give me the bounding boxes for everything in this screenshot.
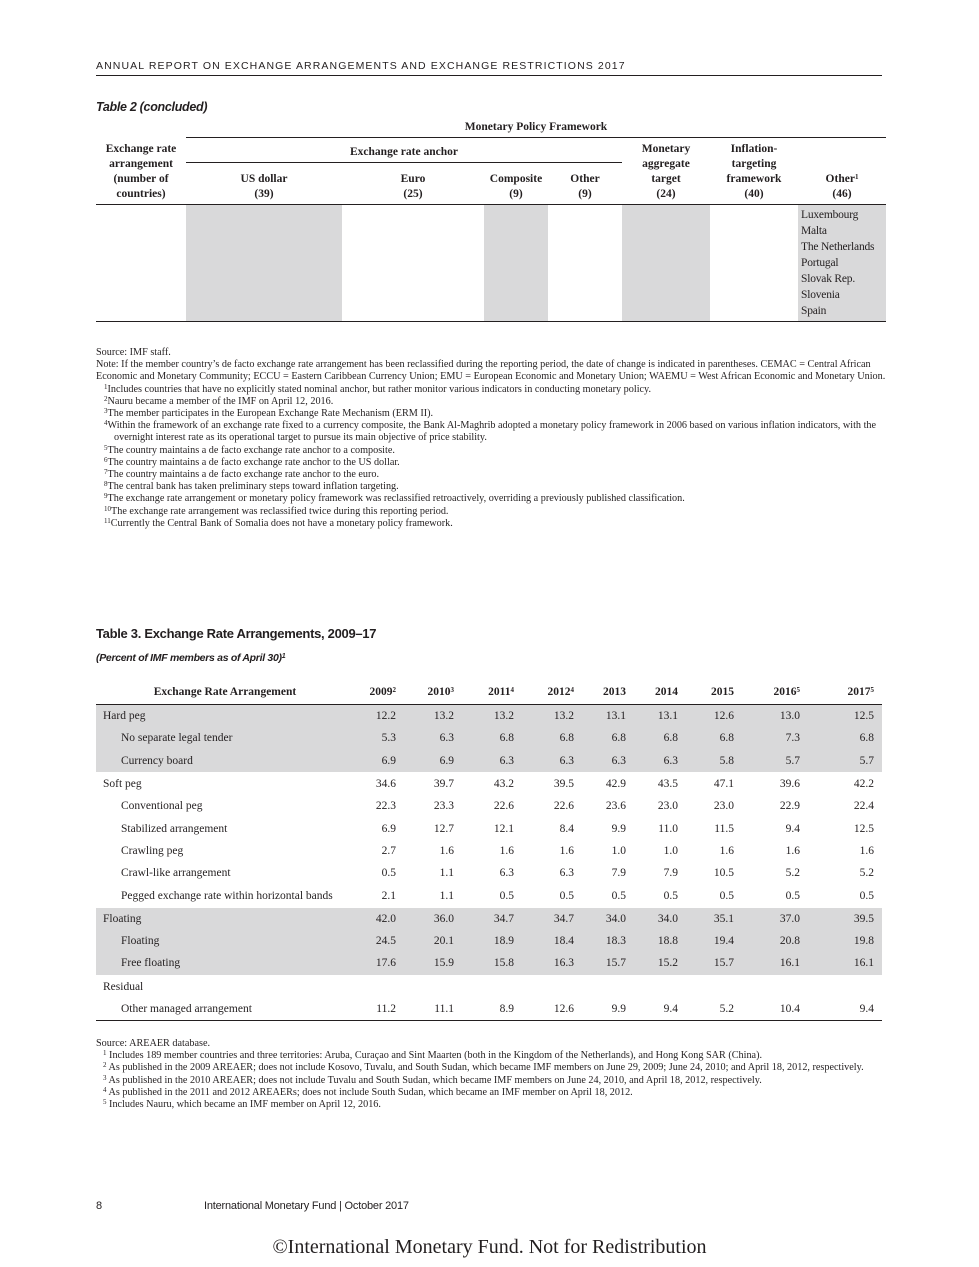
table3-notes (96, 1038, 886, 1111)
col-header-line: Monetary (641, 142, 691, 155)
value-cell: 5.3 (354, 727, 404, 749)
value-cell: 12.6 (522, 998, 582, 1021)
table-row (96, 795, 882, 817)
value-cell: 0.5 (499, 889, 514, 902)
col-header-year (522, 680, 582, 705)
value-cell: 6.3 (634, 750, 686, 773)
table2-cell-shaded (484, 204, 548, 321)
table-row (96, 727, 882, 749)
footnote (96, 384, 886, 396)
col-header-year (808, 680, 882, 705)
country-list (798, 205, 886, 319)
value-cell: 13.2 (404, 705, 462, 728)
table-row (96, 705, 882, 728)
value-cell: 37.0 (742, 907, 808, 930)
value-cell: 6.3 (462, 750, 522, 773)
value-cell: 0.5 (663, 889, 678, 902)
year-label: 2011 (488, 686, 511, 698)
value-cell: 1.0 (611, 844, 626, 857)
country-name: The Netherlands (801, 240, 875, 253)
value-cell (462, 975, 522, 998)
row-header-cell (96, 138, 186, 205)
value-cell: 8.9 (462, 998, 522, 1021)
value-cell: 6.9 (404, 750, 462, 773)
value-cell: 23.0 (713, 800, 734, 813)
value-cell: 12.6 (686, 705, 742, 728)
footnote (96, 457, 886, 469)
value-cell: 19.8 (808, 930, 882, 952)
table2-cell-shaded (622, 204, 710, 321)
value-cell (404, 975, 462, 998)
value-cell: 20.8 (742, 930, 808, 952)
footnote-text: Within the framework of an exchange rate fixed to a currency composite, the Bank Al-Maghrib adopted a monetary policy framework in 2006 based on various inflation indicators, with the overnight interest rate as its operational target to pursue its main objective of price stability. (107, 420, 877, 444)
col-header-name: Other (570, 172, 600, 185)
table3-subtitle (96, 652, 285, 664)
table3-footnotes (96, 1050, 886, 1111)
value-cell: 39.5 (808, 907, 882, 930)
value-cell: 24.5 (354, 930, 404, 952)
col-header-year (634, 680, 686, 705)
table2-notes (96, 347, 886, 530)
value-cell: 5.2 (785, 867, 800, 880)
footnote (96, 506, 886, 518)
value-cell: 1.0 (663, 844, 678, 857)
footnote-number: 2 (103, 1061, 107, 1070)
publication-footer: International Monetary Fund | October 2017 (204, 1200, 409, 1212)
value-cell: 2.7 (381, 844, 396, 857)
table-row (96, 975, 882, 998)
col-header-monetary-aggregate (622, 138, 710, 205)
footnote-number: 5 (104, 443, 108, 452)
value-cell: 1.6 (439, 844, 454, 857)
value-cell: 1.6 (719, 844, 734, 857)
value-cell: 15.2 (634, 952, 686, 975)
value-cell: 42.9 (582, 772, 634, 795)
value-cell: 36.0 (404, 907, 462, 930)
footnote (96, 518, 886, 530)
row-label: Currency board (96, 750, 354, 773)
value-cell: 39.7 (404, 772, 462, 795)
value-cell: 17.6 (354, 952, 404, 975)
value-cell: 35.1 (686, 907, 742, 930)
footnote-text: Includes Nauru, which became an IMF member on April 12, 2016. (106, 1099, 381, 1111)
value-cell: 43.2 (462, 772, 522, 795)
year-label: 2016 (773, 686, 797, 698)
value-cell: 43.5 (634, 772, 686, 795)
col-header-count: (25) (403, 187, 423, 200)
value-cell: 0.5 (785, 889, 800, 902)
col-header-count: (40) (744, 187, 764, 200)
col-header-composite (484, 163, 548, 205)
value-cell: 19.4 (686, 930, 742, 952)
table3-subtitle-text: (Percent of IMF members as of April 30) (96, 652, 282, 664)
footnote-marker: 1 (281, 653, 286, 660)
footnote (96, 408, 886, 420)
year-label: 2013 (603, 686, 626, 698)
col-header-name: US dollar (240, 172, 288, 185)
value-cell: 34.6 (354, 772, 404, 795)
value-cell: 7.9 (663, 867, 678, 880)
row-label: Pegged exchange rate within horizontal bands (121, 889, 333, 902)
value-cell: 15.9 (404, 952, 462, 975)
footnote (96, 1099, 886, 1111)
value-cell: 34.7 (522, 907, 582, 930)
row-label: Hard peg (96, 705, 354, 728)
value-cell: 0.5 (559, 889, 574, 902)
value-cell: 22.6 (553, 800, 574, 813)
col-header-line: target (651, 172, 681, 185)
table3-header-row (96, 680, 882, 705)
footnote-number: 4 (104, 419, 108, 428)
value-cell: 5.8 (686, 750, 742, 773)
footnote-number: 2 (104, 394, 108, 403)
footnote (96, 493, 886, 505)
table-row (96, 930, 882, 952)
value-cell: 5.7 (742, 750, 808, 773)
value-cell: 2.1 (381, 889, 396, 902)
table-row (96, 840, 882, 862)
col-header-line: Inflation- (730, 142, 778, 155)
col-header-other-framework (798, 138, 886, 205)
value-cell: 6.8 (634, 727, 686, 749)
footnote-number: 7 (104, 468, 108, 477)
value-cell: 1.1 (439, 889, 454, 902)
footnote (96, 420, 886, 444)
col-header-count: (46) (832, 187, 852, 200)
value-cell: 6.8 (522, 727, 582, 749)
value-cell: 6.8 (686, 727, 742, 749)
value-cell (354, 975, 404, 998)
table2-cell (710, 204, 798, 321)
value-cell (742, 975, 808, 998)
value-cell: 47.1 (686, 772, 742, 795)
value-cell: 9.4 (634, 998, 686, 1021)
value-cell: 11.0 (658, 822, 678, 835)
row-label: Other managed arrangement (96, 998, 354, 1021)
value-cell: 12.7 (433, 822, 454, 835)
year-label: 2009 (369, 686, 393, 698)
value-cell: 22.4 (853, 800, 874, 813)
value-cell (582, 975, 634, 998)
value-cell: 13.2 (462, 705, 522, 728)
value-cell: 22.6 (493, 800, 514, 813)
value-cell: 10.4 (742, 998, 808, 1021)
value-cell: 15.7 (686, 952, 742, 975)
footnote-text: The country maintains a de facto exchange rate anchor to the US dollar. (107, 456, 400, 468)
table2-cell (96, 204, 186, 321)
table-row (96, 817, 882, 839)
row-label: No separate legal tender (96, 727, 354, 749)
table2-footnotes (96, 384, 886, 530)
col-header-count: (39) (254, 187, 274, 200)
footnote-marker: 4 (510, 686, 514, 694)
value-cell: 6.3 (499, 867, 514, 880)
row-label: Crawling peg (121, 844, 184, 857)
value-cell: 5.2 (859, 867, 874, 880)
value-cell (522, 975, 582, 998)
table2-cell (548, 204, 622, 321)
row-label: Floating (96, 930, 354, 952)
footnote (96, 469, 886, 481)
footnote-number: 3 (104, 407, 108, 416)
col-header-us-dollar (186, 163, 342, 205)
table-row (96, 862, 882, 884)
value-cell: 18.4 (522, 930, 582, 952)
footnote (96, 1050, 886, 1062)
col-header-name: Euro (400, 172, 426, 185)
value-cell: 6.8 (808, 727, 882, 749)
footnote-text: As published in the 2010 AREAER; does not include Tuvalu and South Sudan, which became IMF members on June 24, 2010, and April 18, 2012, respectively. (106, 1074, 762, 1086)
country-name: Luxembourg (801, 208, 859, 221)
value-cell: 6.3 (404, 727, 462, 749)
footnote (96, 481, 886, 493)
footnote (96, 1087, 886, 1099)
footnote (96, 396, 886, 408)
row-label: Crawl-like arrangement (121, 867, 231, 880)
value-cell: 13.0 (742, 705, 808, 728)
value-cell: 0.5 (381, 867, 396, 880)
col-header-name: Composite (489, 172, 543, 185)
value-cell: 12.5 (853, 822, 874, 835)
table2-cell (342, 204, 484, 321)
value-cell: 6.9 (381, 822, 396, 835)
footnote-marker: 2 (392, 686, 396, 694)
value-cell: 22.3 (375, 800, 396, 813)
value-cell: 9.9 (582, 998, 634, 1021)
col-header-year (404, 680, 462, 705)
footnote-marker: 5 (796, 686, 800, 694)
value-cell: 18.8 (634, 930, 686, 952)
country-name: Slovenia (801, 288, 840, 301)
value-cell: 5.2 (686, 998, 742, 1021)
year-label: 2014 (655, 686, 678, 698)
col-header-euro (342, 163, 484, 205)
value-cell: 13.1 (634, 705, 686, 728)
value-cell: 1.6 (499, 844, 514, 857)
value-cell: 6.8 (462, 727, 522, 749)
value-cell: 23.6 (605, 800, 626, 813)
value-cell: 11.2 (354, 998, 404, 1021)
col-header-year (462, 680, 522, 705)
value-cell: 7.9 (611, 867, 626, 880)
value-cell: 34.0 (582, 907, 634, 930)
footnote-text: Includes 189 member countries and three territories: Aruba, Curaçao and Sint Maarten (both in the Kingdom of the Netherlands), and Hong Kong SAR (China). (106, 1050, 763, 1062)
value-cell: 16.1 (808, 952, 882, 975)
value-cell: 6.3 (582, 750, 634, 773)
table-row (96, 952, 882, 975)
value-cell: 34.0 (634, 907, 686, 930)
footnote-number: 10 (104, 504, 111, 513)
value-cell (808, 975, 882, 998)
footnote-text: The exchange rate arrangement was reclassified twice during this reporting period. (111, 505, 449, 517)
value-cell: 6.3 (522, 750, 582, 773)
value-cell: 6.9 (354, 750, 404, 773)
table-row (96, 998, 882, 1021)
value-cell: 13.2 (522, 705, 582, 728)
footnote-text: The central bank has taken preliminary steps toward inflation targeting. (107, 481, 399, 493)
value-cell: 8.4 (559, 822, 574, 835)
col-header-inflation-targeting (710, 138, 798, 205)
year-label: 2010 (427, 686, 451, 698)
footnote-text: As published in the 2009 AREAER; does not include Kosovo, Tuvalu, and South Sudan, which became IMF members on June 29, 2009; June 24, 2010; and April 18, 2012, respectively. (106, 1062, 864, 1074)
value-cell: 34.7 (462, 907, 522, 930)
value-cell: 23.0 (657, 800, 678, 813)
footnote-text: Nauru became a member of the IMF on April 12, 2016. (107, 395, 334, 407)
value-cell: 7.3 (742, 727, 808, 749)
table2-note: Note: If the member country’s de facto exchange rate arrangement has been reclassified during the reporting period, the date of change is indicated in parentheses. CEMAC = Central African Economic and Monetary Community; ECCU = Eastern Caribbean Currency Union; EMU = European Economic and Monetary Union; WAEMU = West African Economic and Monetary Union. (96, 359, 886, 383)
footnote-text: The member participates in the European Exchange Rate Mechanism (ERM II). (107, 408, 434, 420)
value-cell: 1.6 (559, 844, 574, 857)
col-header-arrangement: Exchange Rate Arrangement (96, 680, 354, 705)
value-cell: 9.4 (785, 822, 800, 835)
value-cell: 12.5 (808, 705, 882, 728)
value-cell: 9.4 (808, 998, 882, 1021)
footnote-text: The exchange rate arrangement or monetary policy framework was reclassified retroactively, overriding a previously published classification. (107, 493, 685, 505)
row-label: Free floating (96, 952, 354, 975)
footnote-number: 3 (103, 1073, 107, 1082)
footnote-text: Currently the Central Bank of Somalia does not have a monetary policy framework. (110, 517, 453, 529)
col-header-count: (9) (509, 187, 523, 200)
footnote-number: 5 (103, 1098, 107, 1107)
value-cell: 5.7 (808, 750, 882, 773)
year-label: 2012 (547, 686, 571, 698)
row-label: Soft peg (96, 772, 354, 795)
row-label: Stabilized arrangement (121, 822, 228, 835)
table2-title: Table 2 (concluded) (96, 100, 208, 114)
country-name: Spain (801, 304, 827, 317)
footnote-number: 4 (103, 1085, 107, 1094)
exchange-rate-anchor-header: Exchange rate anchor (186, 138, 622, 163)
row-header-line: Exchange rate (105, 142, 177, 155)
value-cell (634, 975, 686, 998)
table2-source: Source: IMF staff. (96, 347, 171, 358)
value-cell: 0.5 (719, 889, 734, 902)
footnote-marker: 1 (854, 172, 859, 181)
value-cell: 1.6 (859, 844, 874, 857)
monetary-policy-framework-header: Monetary Policy Framework (186, 120, 886, 138)
value-cell: 20.1 (404, 930, 462, 952)
year-label: 2017 (847, 686, 871, 698)
value-cell: 12.1 (493, 822, 514, 835)
value-cell: 15.8 (462, 952, 522, 975)
col-header-year (582, 680, 634, 705)
footnote-number: 1 (104, 382, 108, 391)
footnote-number: 6 (104, 455, 108, 464)
value-cell: 6.8 (582, 727, 634, 749)
value-cell: 6.3 (559, 867, 574, 880)
table-row (96, 772, 882, 795)
col-header-line: targeting (731, 157, 777, 170)
footnote-number: 1 (103, 1049, 107, 1058)
footnote-number: 8 (104, 480, 108, 489)
footnote-text: The country maintains a de facto exchange rate anchor to a composite. (107, 444, 395, 456)
table3-title: Table 3. Exchange Rate Arrangements, 2009–17 (96, 626, 377, 641)
footnote-number: 11 (104, 516, 111, 525)
value-cell: 12.2 (354, 705, 404, 728)
table2 (96, 120, 886, 322)
value-cell: 11.1 (404, 998, 462, 1021)
value-cell: 23.3 (433, 800, 454, 813)
country-name: Malta (801, 224, 827, 237)
col-header-line: framework (726, 172, 782, 185)
country-name: Portugal (801, 256, 839, 269)
footnote-number: 9 (104, 492, 108, 501)
table2-cell-other-countries (798, 204, 886, 321)
col-header-other-anchor (548, 163, 622, 205)
table3-body (96, 705, 882, 1021)
footnote-marker: 3 (450, 686, 454, 694)
value-cell: 39.5 (522, 772, 582, 795)
table3-source: Source: AREAER database. (96, 1038, 211, 1049)
running-head: ANNUAL REPORT ON EXCHANGE ARRANGEMENTS AND EXCHANGE RESTRICTIONS 2017 (96, 60, 882, 76)
value-cell: 39.6 (742, 772, 808, 795)
footnote (96, 445, 886, 457)
col-header-year (686, 680, 742, 705)
value-cell: 15.7 (582, 952, 634, 975)
row-header-line: arrangement (109, 157, 173, 170)
value-cell: 11.5 (714, 822, 734, 835)
row-label: Residual (96, 975, 354, 998)
value-cell: 0.5 (859, 889, 874, 902)
value-cell: 22.9 (779, 800, 800, 813)
col-header-count: (9) (578, 187, 592, 200)
footnote-text: The country maintains a de facto exchange rate anchor to the euro. (107, 469, 380, 481)
col-header-line: aggregate (642, 157, 690, 170)
value-cell: 42.2 (808, 772, 882, 795)
table-row (96, 884, 882, 907)
value-cell: 16.1 (742, 952, 808, 975)
col-header-count: (24) (656, 187, 676, 200)
footnote (96, 1075, 886, 1087)
value-cell: 13.1 (582, 705, 634, 728)
table2-cell-shaded (186, 204, 342, 321)
table3 (96, 680, 882, 1021)
value-cell: 16.3 (522, 952, 582, 975)
row-header-line: (number of (113, 172, 169, 185)
col-header-year (742, 680, 808, 705)
row-label: Conventional peg (121, 800, 203, 813)
table-row (96, 750, 882, 773)
value-cell: 42.0 (354, 907, 404, 930)
copyright-notice: ©International Monetary Fund. Not for Redistribution (272, 1236, 707, 1258)
value-cell: 1.1 (439, 867, 454, 880)
value-cell: 18.3 (582, 930, 634, 952)
year-label: 2015 (711, 686, 734, 698)
row-label: Floating (96, 907, 354, 930)
value-cell: 18.9 (462, 930, 522, 952)
footnote-marker: 5 (870, 686, 874, 694)
value-cell: 0.5 (611, 889, 626, 902)
value-cell: 10.5 (713, 867, 734, 880)
footnote-text: Includes countries that have no explicitly stated nominal anchor, but rather monitor various indicators in conducting monetary policy. (107, 383, 652, 395)
col-header-name: Other (825, 172, 855, 185)
value-cell (686, 975, 742, 998)
page-number: 8 (96, 1200, 103, 1212)
row-header-line: countries) (116, 187, 166, 200)
value-cell: 1.6 (785, 844, 800, 857)
footnote (96, 1062, 886, 1074)
col-header-year (354, 680, 404, 705)
table-row (96, 907, 882, 930)
footnote-text: As published in the 2011 and 2012 AREAERs; does not include South Sudan, which became an IMF member on April 18, 2012. (106, 1086, 633, 1098)
footnote-marker: 4 (570, 686, 574, 694)
value-cell: 9.9 (611, 822, 626, 835)
country-name: Slovak Rep. (801, 272, 856, 285)
